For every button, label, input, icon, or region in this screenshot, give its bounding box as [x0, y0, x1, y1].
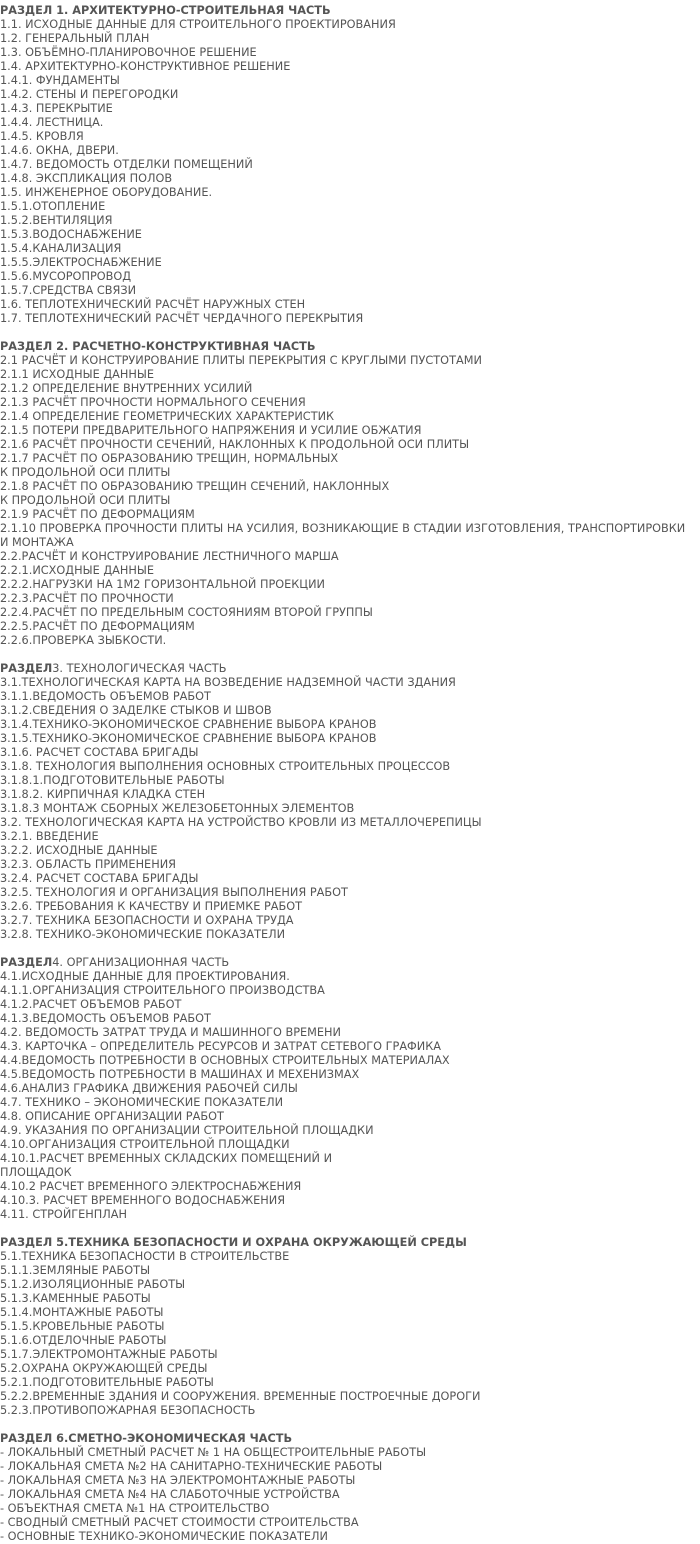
- toc-item: 3.2.1. ВВЕДЕНИЕ: [0, 830, 99, 843]
- toc-item: 4.1.1.ОРГАНИЗАЦИЯ СТРОИТЕЛЬНОГО ПРОИЗВОДСТВА: [0, 984, 325, 997]
- toc-item: 4.5.ВЕДОМОСТЬ ПОТРЕБНОСТИ В МАШИНАХ И МЕХЕНИЗМАХ: [0, 1068, 360, 1081]
- toc-item: 1.4.8. ЭКСПЛИКАЦИЯ ПОЛОВ: [0, 172, 173, 185]
- section-spacer: [0, 942, 700, 956]
- toc-item: 4.10.ОРГАНИЗАЦИЯ СТРОИТЕЛЬНОЙ ПЛОЩАДКИ: [0, 1138, 290, 1151]
- toc-item: 3.2.4. РАСЧЕТ СОСТАВА БРИГАДЫ: [0, 872, 199, 885]
- toc-item: 4.11. СТРОЙГЕНПЛАН: [0, 1208, 128, 1221]
- section-heading-lead: РАЗДЕЛ 2. РАСЧЕТНО-КОНСТРУКТИВНАЯ ЧАСТЬ: [0, 340, 316, 353]
- toc-item: 2.1.3 РАСЧЁТ ПРОЧНОСТИ НОРМАЛЬНОГО СЕЧЕНИЯ: [0, 396, 306, 409]
- toc-item: 1.1. ИСХОДНЫЕ ДАННЫЕ ДЛЯ СТРОИТЕЛЬНОГО ПРОЕКТИРОВАНИЯ: [0, 18, 396, 31]
- toc-item: 5.1.1.ЗЕМЛЯНЫЕ РАБОТЫ: [0, 1264, 151, 1277]
- toc-item: 1.5.1.ОТОПЛЕНИЕ: [0, 200, 106, 213]
- toc-item: 5.1.5.КРОВЕЛЬНЫЕ РАБОТЫ: [0, 1320, 165, 1333]
- toc-item: 2.1.1 ИСХОДНЫЕ ДАННЫЕ: [0, 368, 154, 381]
- toc-item: - ЛОКАЛЬНАЯ СМЕТА №3 НА ЭЛЕКТРОМОНТАЖНЫЕ РАБОТЫ: [0, 1474, 356, 1487]
- toc-item: 4.10.3. РАСЧЕТ ВРЕМЕННОГО ВОДОСНАБЖЕНИЯ: [0, 1194, 286, 1207]
- toc-item: 1.4.2. СТЕНЫ И ПЕРЕГОРОДКИ: [0, 88, 179, 101]
- toc-item: 2.1.6 РАСЧЁТ ПРОЧНОСТИ СЕЧЕНИЙ, НАКЛОННЫХ К ПРОДОЛЬНОЙ ОСИ ПЛИТЫ: [0, 438, 470, 451]
- toc-item: 5.2.1.ПОДГОТОВИТЕЛЬНЫЕ РАБОТЫ: [0, 1376, 214, 1389]
- toc-item: 1.2. ГЕНЕРАЛЬНЫЙ ПЛАН: [0, 32, 150, 45]
- toc-item: 2.1.9 РАСЧЁТ ПО ДЕФОРМАЦИЯМ: [0, 508, 195, 521]
- toc-item: 2.1.8 РАСЧЁТ ПО ОБРАЗОВАНИЮ ТРЕЩИН СЕЧЕНИЙ, НАКЛОННЫХ: [0, 480, 390, 493]
- toc-item: 2.2.5.РАСЧЁТ ПО ДЕФОРМАЦИЯМ: [0, 620, 195, 633]
- toc-item: 1.5.4.КАНАЛИЗАЦИЯ: [0, 242, 122, 255]
- section-heading-lead: РАЗДЕЛ: [0, 662, 53, 675]
- toc-item: 1.5.3.ВОДОСНАБЖЕНИЕ: [0, 228, 142, 241]
- toc-item: 2.2.4.РАСЧЁТ ПО ПРЕДЕЛЬНЫМ СОСТОЯНИЯМ ВТОРОЙ ГРУППЫ: [0, 606, 373, 619]
- toc-item: 4.9. УКАЗАНИЯ ПО ОРГАНИЗАЦИИ СТРОИТЕЛЬНОЙ ПЛОЩАДКИ: [0, 1124, 374, 1137]
- toc-item: 3.2.2. ИСХОДНЫЕ ДАННЫЕ: [0, 844, 158, 857]
- toc-item: 2.1.2 ОПРЕДЕЛЕНИЕ ВНУТРЕННИХ УСИЛИЙ: [0, 382, 253, 395]
- toc-item: 3.2.5. ТЕХНОЛОГИЯ И ОРГАНИЗАЦИЯ ВЫПОЛНЕНИЯ РАБОТ: [0, 886, 348, 899]
- toc-item: 2.1 РАСЧЁТ И КОНСТРУИРОВАНИЕ ПЛИТЫ ПЕРЕКРЫТИЯ С КРУГЛЫМИ ПУСТОТАМИ: [0, 354, 482, 367]
- toc-item: 3.1.2.СВЕДЕНИЯ О ЗАДЕЛКЕ СТЫКОВ И ШВОВ: [0, 704, 272, 717]
- toc-item: ПЛОЩАДОК: [0, 1166, 72, 1179]
- section-heading: [0, 340, 700, 354]
- toc-item: 4.4.ВЕДОМОСТЬ ПОТРЕБНОСТИ В ОСНОВНЫХ СТРОИТЕЛЬНЫХ МАТЕРИАЛАХ: [0, 1054, 450, 1067]
- section-heading-lead: РАЗДЕЛ 5.ТЕХНИКА БЕЗОПАСНОСТИ И ОХРАНА ОКРУЖАЮЩЕЙ СРЕДЫ: [0, 1236, 467, 1249]
- toc-item: 1.5.2.ВЕНТИЛЯЦИЯ: [0, 214, 113, 227]
- toc-item: 2.1.4 ОПРЕДЕЛЕНИЕ ГЕОМЕТРИЧЕСКИХ ХАРАКТЕРИСТИК: [0, 410, 335, 423]
- toc-item: 1.5.5.ЭЛЕКТРОСНАБЖЕНИЕ: [0, 256, 162, 269]
- toc-item: 2.2.2.НАГРУЗКИ НА 1М2 ГОРИЗОНТАЛЬНОЙ ПРОЕКЦИИ: [0, 578, 325, 591]
- toc-item: 1.4.1. ФУНДАМЕНТЫ: [0, 74, 120, 87]
- toc-item: 3.1.ТЕХНОЛОГИЧЕСКАЯ КАРТА НА ВОЗВЕДЕНИЕ НАДЗЕМНОЙ ЧАСТИ ЗДАНИЯ: [0, 676, 456, 689]
- section-heading: [0, 1432, 700, 1446]
- section-spacer: [0, 1222, 700, 1236]
- toc-item: 1.4.6. ОКНА, ДВЕРИ.: [0, 144, 119, 157]
- toc-item: 2.1.10 ПРОВЕРКА ПРОЧНОСТИ ПЛИТЫ НА УСИЛИЯ, ВОЗНИКАЮЩИЕ В СТАДИИ ИЗГОТОВЛЕНИЯ, ТРАНСПОРТИРОВКИ И МОНТАЖА: [0, 522, 686, 549]
- toc-item: 4.10.1.РАСЧЕТ ВРЕМЕННЫХ СКЛАДСКИХ ПОМЕЩЕНИЙ И: [0, 1152, 333, 1165]
- section-heading: [0, 956, 700, 970]
- section-heading-lead: РАЗДЕЛ 1. АРХИТЕКТУРНО-СТРОИТЕЛЬНАЯ ЧАСТЬ: [0, 4, 331, 17]
- toc-item: 3.2.7. ТЕХНИКА БЕЗОПАСНОСТИ И ОХРАНА ТРУДА: [0, 914, 294, 927]
- toc-item: 2.1.5 ПОТЕРИ ПРЕДВАРИТЕЛЬНОГО НАПРЯЖЕНИЯ И УСИЛИЕ ОБЖАТИЯ: [0, 424, 422, 437]
- toc-item: 5.2.2.ВРЕМЕННЫЕ ЗДАНИЯ И СООРУЖЕНИЯ. ВРЕМЕННЫЕ ПОСТРОЕЧНЫЕ ДОРОГИ: [0, 1390, 481, 1403]
- toc-item: 4.7. ТЕХНИКО – ЭКОНОМИЧЕСКИЕ ПОКАЗАТЕЛИ: [0, 1096, 284, 1109]
- toc-item: 4.2. ВЕДОМОСТЬ ЗАТРАТ ТРУДА И МАШИННОГО ВРЕМЕНИ: [0, 1026, 341, 1039]
- toc-item: 4.6.АНАЛИЗ ГРАФИКА ДВИЖЕНИЯ РАБОЧЕЙ СИЛЫ: [0, 1082, 298, 1095]
- section-heading-lead: РАЗДЕЛ: [0, 956, 53, 969]
- toc-item: 1.5.6.МУСОРОПРОВОД: [0, 270, 132, 283]
- toc-item: 1.5.7.СРЕДСТВА СВЯЗИ: [0, 284, 137, 297]
- toc-item: 3.1.8.3 МОНТАЖ СБОРНЫХ ЖЕЛЕЗОБЕТОННЫХ ЭЛЕМЕНТОВ: [0, 802, 355, 815]
- toc-item: 4.3. КАРТОЧКА – ОПРЕДЕЛИТЕЛЬ РЕСУРСОВ И ЗАТРАТ СЕТЕВОГО ГРАФИКА: [0, 1040, 441, 1053]
- toc-item: 2.2.1.ИСХОДНЫЕ ДАННЫЕ: [0, 564, 154, 577]
- section-spacer: [0, 326, 700, 340]
- toc-item: 1.6. ТЕПЛОТЕХНИЧЕСКИЙ РАСЧЁТ НАРУЖНЫХ СТЕН: [0, 298, 306, 311]
- toc-item: 3.1.1.ВЕДОМОСТЬ ОБЪЕМОВ РАБОТ: [0, 690, 211, 703]
- section-heading-tail: 3. ТЕХНОЛОГИЧЕСКАЯ ЧАСТЬ: [52, 662, 227, 675]
- toc-item: 4.1.ИСХОДНЫЕ ДАННЫЕ ДЛЯ ПРОЕКТИРОВАНИЯ.: [0, 970, 290, 983]
- toc-item: - ОСНОВНЫЕ ТЕХНИКО-ЭКОНОМИЧЕСКИЕ ПОКАЗАТЕЛИ: [0, 1530, 328, 1543]
- toc-item: 3.1.4.ТЕХНИКО-ЭКОНОМИЧЕСКОЕ СРАВНЕНИЕ ВЫБОРА КРАНОВ: [0, 718, 377, 731]
- toc-item: - СВОДНЫЙ СМЕТНЫЙ РАСЧЕТ СТОИМОСТИ СТРОИТЕЛЬСТВА: [0, 1516, 359, 1529]
- toc-item: 3.1.8.1.ПОДГОТОВИТЕЛЬНЫЕ РАБОТЫ: [0, 774, 225, 787]
- toc-item: 5.1.7.ЭЛЕКТРОМОНТАЖНЫЕ РАБОТЫ: [0, 1348, 218, 1361]
- toc-item: 3.2.8. ТЕХНИКО-ЭКОНОМИЧЕСКИЕ ПОКАЗАТЕЛИ: [0, 928, 286, 941]
- toc-item: - ОБЪЕКТНАЯ СМЕТА №1 НА СТРОИТЕЛЬСТВО: [0, 1502, 270, 1515]
- toc-item: 1.4.4. ЛЕСТНИЦА.: [0, 116, 104, 129]
- toc-item: 3.1.6. РАСЧЕТ СОСТАВА БРИГАДЫ: [0, 746, 199, 759]
- toc-item: - ЛОКАЛЬНАЯ СМЕТА №2 НА САНИТАРНО-ТЕХНИЧЕСКИЕ РАБОТЫ: [0, 1460, 383, 1473]
- toc-item: - ЛОКАЛЬНЫЙ СМЕТНЫЙ РАСЧЕТ № 1 НА ОБЩЕСТРОИТЕЛЬНЫЕ РАБОТЫ: [0, 1446, 427, 1459]
- toc-item: 1.7. ТЕПЛОТЕХНИЧЕСКИЙ РАСЧЁТ ЧЕРДАЧНОГО ПЕРЕКРЫТИЯ: [0, 312, 364, 325]
- toc-item: 5.1.4.МОНТАЖНЫЕ РАБОТЫ: [0, 1306, 164, 1319]
- section-heading-lead: РАЗДЕЛ 6.СМЕТНО-ЭКОНОМИЧЕСКАЯ ЧАСТЬ: [0, 1432, 293, 1445]
- toc-item: 5.1.2.ИЗОЛЯЦИОННЫЕ РАБОТЫ: [0, 1278, 186, 1291]
- toc-item: 4.10.2 РАСЧЕТ ВРЕМЕННОГО ЭЛЕКТРОСНАБЖЕНИЯ: [0, 1180, 302, 1193]
- section-spacer: [0, 1418, 700, 1432]
- toc-item: 1.4.5. КРОВЛЯ: [0, 130, 84, 143]
- toc-item: 3.1.8. ТЕХНОЛОГИЯ ВЫПОЛНЕНИЯ ОСНОВНЫХ СТРОИТЕЛЬНЫХ ПРОЦЕССОВ: [0, 760, 451, 773]
- section-spacer: [0, 648, 700, 662]
- toc-item: 1.3. ОБЪЁМНО-ПЛАНИРОВОЧНОЕ РЕШЕНИЕ: [0, 46, 257, 59]
- toc-item: 3.2.6. ТРЕБОВАНИЯ К КАЧЕСТВУ И ПРИЕМКЕ РАБОТ: [0, 900, 303, 913]
- toc-item: 3.2. ТЕХНОЛОГИЧЕСКАЯ КАРТА НА УСТРОЙСТВО КРОВЛИ ИЗ МЕТАЛЛОЧЕРЕПИЦЫ: [0, 816, 482, 829]
- toc-item: 5.2.ОХРАНА ОКРУЖАЮЩЕЙ СРЕДЫ: [0, 1362, 208, 1375]
- toc-item: 5.1.6.ОТДЕЛОЧНЫЕ РАБОТЫ: [0, 1334, 167, 1347]
- toc-item: 2.1.7 РАСЧЁТ ПО ОБРАЗОВАНИЮ ТРЕЩИН, НОРМАЛЬНЫХ: [0, 452, 339, 465]
- toc-item: К ПРОДОЛЬНОЙ ОСИ ПЛИТЫ: [0, 466, 171, 479]
- toc-item: 4.1.2.РАСЧЕТ ОБЪЕМОВ РАБОТ: [0, 998, 182, 1011]
- toc-item: 5.1.3.КАМЕННЫЕ РАБОТЫ: [0, 1292, 151, 1305]
- toc-item: 4.8. ОПИСАНИЕ ОРГАНИЗАЦИИ РАБОТ: [0, 1110, 224, 1123]
- toc-item: К ПРОДОЛЬНОЙ ОСИ ПЛИТЫ: [0, 494, 171, 507]
- toc-item: 1.4.7. ВЕДОМОСТЬ ОТДЕЛКИ ПОМЕЩЕНИЙ: [0, 158, 253, 171]
- toc-item: 5.1.ТЕХНИКА БЕЗОПАСНОСТИ В СТРОИТЕЛЬСТВЕ: [0, 1250, 290, 1263]
- toc-item: 1.4.3. ПЕРЕКРЫТИЕ: [0, 102, 113, 115]
- section-heading: [0, 1236, 700, 1250]
- section-heading: [0, 4, 700, 18]
- toc-item: 1.4. АРХИТЕКТУРНО-КОНСТРУКТИВНОЕ РЕШЕНИЕ: [0, 60, 291, 73]
- section-heading-tail: 4. ОРГАНИЗАЦИОННАЯ ЧАСТЬ: [52, 956, 230, 969]
- toc-item: 3.1.5.ТЕХНИКО-ЭКОНОМИЧЕСКОЕ СРАВНЕНИЕ ВЫБОРА КРАНОВ: [0, 732, 377, 745]
- toc-item: 3.2.3. ОБЛАСТЬ ПРИМЕНЕНИЯ: [0, 858, 176, 871]
- toc-item: 4.1.3.ВЕДОМОСТЬ ОБЪЕМОВ РАБОТ: [0, 1012, 211, 1025]
- toc-item: 2.2.3.РАСЧЁТ ПО ПРОЧНОСТИ: [0, 592, 174, 605]
- toc-item: 2.2.РАСЧЁТ И КОНСТРУИРОВАНИЕ ЛЕСТНИЧНОГО МАРША: [0, 550, 339, 563]
- toc-item: 5.2.3.ПРОТИВОПОЖАРНАЯ БЕЗОПАСНОСТЬ: [0, 1404, 256, 1417]
- section-heading: [0, 662, 700, 676]
- toc-item: 3.1.8.2. КИРПИЧНАЯ КЛАДКА СТЕН: [0, 788, 206, 801]
- toc-item: 2.2.6.ПРОВЕРКА ЗЫБКОСТИ.: [0, 634, 167, 647]
- toc-item: 1.5. ИНЖЕНЕРНОЕ ОБОРУДОВАНИЕ.: [0, 186, 213, 199]
- toc-item: - ЛОКАЛЬНАЯ СМЕТА №4 НА СЛАБОТОЧНЫЕ УСТРОЙСТВА: [0, 1488, 340, 1501]
